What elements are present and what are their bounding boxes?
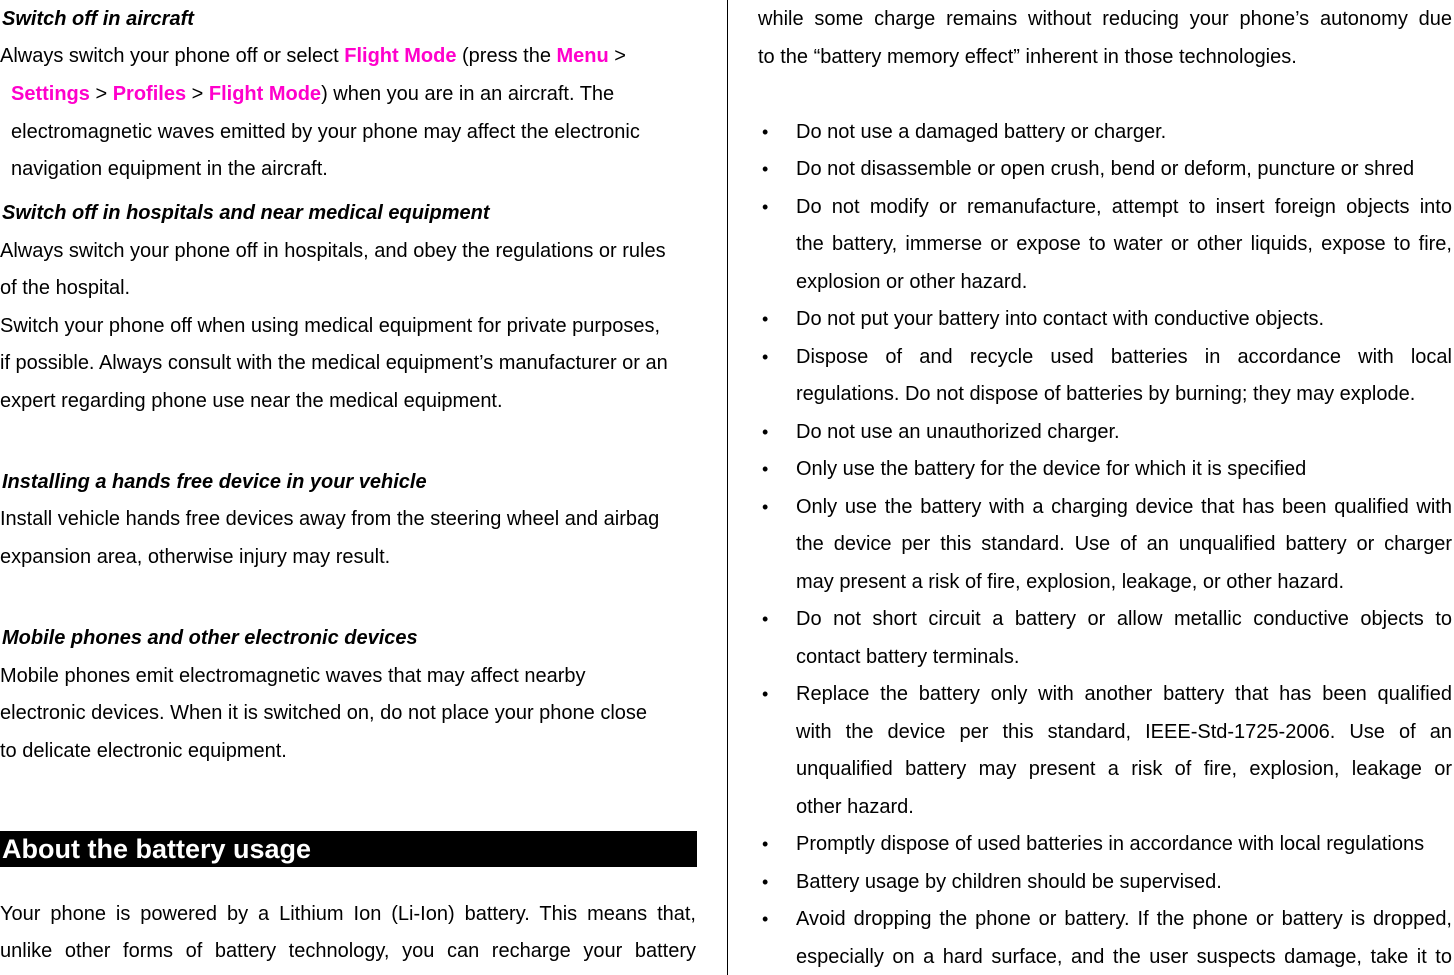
bullet-icon: • (762, 309, 769, 329)
bullet-text: Do not put your battery into contact with conductive objects. (796, 308, 1325, 330)
bullet-text: with the device per this standard, IEEE-Std-1725-2006. Use of an (796, 721, 1452, 743)
column-divider (727, 0, 728, 975)
bullet-text: Battery usage by children should be supervised. (796, 871, 1222, 893)
battery-line: unlike other forms of battery technology, you can recharge your battery (0, 940, 696, 962)
battery-section-title: About the battery usage (0, 831, 697, 867)
bullet-text: Do not disassemble or open crush, bend or deform, puncture or shred (796, 158, 1415, 180)
bullet-icon: • (762, 122, 769, 142)
aircraft-line-1: Always switch your phone off or select Flight Mode (press the Menu > (0, 45, 626, 67)
settings-term: Settings (11, 83, 90, 105)
bullet-icon: • (762, 834, 769, 854)
bullet-icon: • (762, 609, 769, 629)
handsfree-line: expansion area, otherwise injury may result. (0, 546, 391, 568)
handsfree-line: Install vehicle hands free devices away from the steering wheel and airbag (0, 508, 660, 530)
bullet-text: explosion or other hazard. (796, 271, 1028, 293)
section-heading-mobile: Mobile phones and other electronic devices (2, 627, 418, 649)
hospitals-line: Always switch your phone off in hospitals, and obey the regulations or rules (0, 240, 666, 262)
hospitals-line: if possible. Always consult with the medical equipment’s manufacturer or an (0, 352, 668, 374)
bullet-text: Avoid dropping the phone or battery. If the phone or battery is dropped, (796, 908, 1452, 930)
bullet-text: Dispose of and recycle used batteries in accordance with local (796, 346, 1452, 368)
intro-line: to the “battery memory effect” inherent in those technologies. (758, 46, 1297, 68)
bullet-text: Do not use an unauthorized charger. (796, 421, 1120, 443)
battery-line: Your phone is powered by a Lithium Ion (Li-Ion) battery. This means that, (0, 903, 696, 925)
mobile-line: Mobile phones emit electromagnetic waves that may affect nearby (0, 665, 586, 687)
aircraft-line-4: navigation equipment in the aircraft. (11, 158, 328, 180)
section-heading-hospitals: Switch off in hospitals and near medical equipment (2, 202, 490, 224)
bullet-text: Only use the battery for the device for which it is specified (796, 458, 1307, 480)
bullet-text: the battery, immerse or expose to water or other liquids, expose to fire, (796, 233, 1452, 255)
bullet-icon: • (762, 422, 769, 442)
intro-line: while some charge remains without reducing your phone’s autonomy due (758, 8, 1452, 30)
bullet-text: contact battery terminals. (796, 646, 1020, 668)
section-heading-aircraft: Switch off in aircraft (2, 8, 194, 30)
flight-mode-term: Flight Mode (344, 45, 457, 67)
flight-mode-term-2: Flight Mode (208, 83, 322, 105)
bullet-icon: • (762, 497, 769, 517)
bullet-text: Replace the battery only with another battery that has been qualified (796, 683, 1452, 705)
bullet-text: Do not use a damaged battery or charger. (796, 121, 1167, 143)
bullet-text: Only use the battery with a charging device that has been qualified with (796, 496, 1452, 518)
bullet-text: may present a risk of fire, explosion, leakage, or other hazard. (796, 571, 1345, 593)
bullet-text: Do not short circuit a battery or allow metallic conductive objects to (796, 608, 1452, 630)
bullet-icon: • (762, 459, 769, 479)
bullet-text: the device per this standard. Use of an unqualified battery or charger (796, 533, 1452, 555)
bullet-text: regulations. Do not dispose of batteries by burning; they may explode. (796, 383, 1416, 405)
bullet-icon: • (762, 872, 769, 892)
bullet-text: unqualified battery may present a risk of fire, explosion, leakage or (796, 758, 1452, 780)
bullet-text: other hazard. (796, 796, 914, 818)
aircraft-line-2: Settings > Profiles > Flight Mode) when you are in an aircraft. The (11, 83, 615, 105)
bullet-text: Do not modify or remanufacture, attempt to insert foreign objects into (796, 196, 1452, 218)
hospitals-line: expert regarding phone use near the medical equipment. (0, 390, 503, 412)
bullet-icon: • (762, 159, 769, 179)
bullet-text: Promptly dispose of used batteries in accordance with local regulations (796, 833, 1425, 855)
section-heading-handsfree: Installing a hands free device in your vehicle (2, 471, 427, 493)
hospitals-line: of the hospital. (0, 277, 131, 299)
bullet-icon: • (762, 909, 769, 929)
bullet-icon: • (762, 684, 769, 704)
bullet-icon: • (762, 347, 769, 367)
profiles-term: Profiles (112, 83, 187, 105)
hospitals-line: Switch your phone off when using medical equipment for private purposes, (0, 315, 661, 337)
bullet-text: especially on a hard surface, and the user suspects damage, take it to (796, 946, 1452, 968)
aircraft-line-3: electromagnetic waves emitted by your phone may affect the electronic (11, 121, 640, 143)
bullet-icon: • (762, 197, 769, 217)
mobile-line: electronic devices. When it is switched on, do not place your phone close (0, 702, 648, 724)
menu-term: Menu (556, 45, 609, 67)
mobile-line: to delicate electronic equipment. (0, 740, 287, 762)
